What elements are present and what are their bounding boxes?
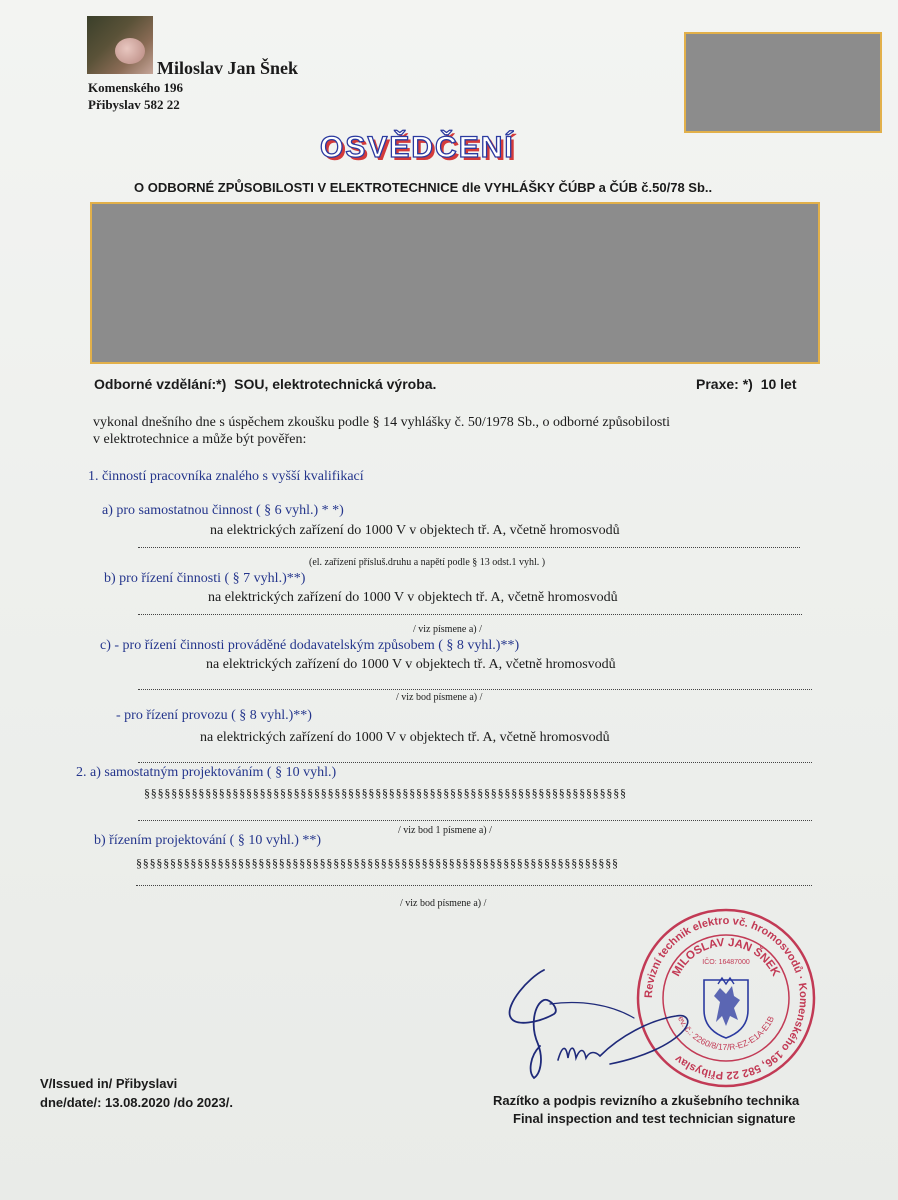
redacted-box-main (90, 202, 820, 364)
header-photo (87, 16, 153, 74)
section-1a-note: (el. zařízení přísluš.druhu a napětí podle § 13 odst.1 vyhl. ) (309, 557, 546, 568)
stamp-name-textpath: MILOSLAV JAN ŠNEK (670, 936, 782, 979)
section-1d-dotted-line (138, 762, 812, 763)
section-1c-note: / viz bod písmene a) / (396, 692, 483, 703)
stamp-cert-textpath: ev. č.: 2260/8/17/R-EZ-E1A-E1B (676, 1014, 776, 1053)
education-value: SOU, elektrotechnická výroba. (234, 376, 437, 392)
intro-line-1: vykonal dnešního dne s úspěchem zkoušku podle § 14 vyhlášky č. 50/1978 Sb., o odborné způsobilosti (93, 415, 671, 430)
section-1b-label: b) pro řízení činnosti ( § 7 vyhl.)**) (104, 571, 306, 586)
section-2b-fill: §§§§§§§§§§§§§§§§§§§§§§§§§§§§§§§§§§§§§§§§§§§§§§§§§§§§§§§§§§§§§§§§§§§§§§§ (136, 856, 619, 870)
signature-label-en: Final inspection and test technician signature (513, 1111, 796, 1126)
section-2a-note: / viz bod 1 písmene a) / (398, 825, 492, 836)
section-1c-label: c) - pro řízení činnosti prováděné dodavatelským způsobem ( § 8 vyhl.)**) (100, 638, 520, 653)
section-1b-note: / viz písmene a) / (413, 624, 482, 635)
education-row (94, 376, 436, 392)
header-city: Přibyslav 582 22 (88, 97, 180, 112)
section-2a-label: 2. a) samostatným projektováním ( § 10 vyhl.) (76, 765, 337, 780)
stamp-ico-text: IČO: 16487000 (702, 959, 750, 966)
document-title: OSVĚDČENÍ (320, 131, 515, 164)
signature-label-cz: Razítko a podpis revizního a zkušebního technika (493, 1093, 800, 1108)
stamp-outer-textpath: Revizní technik elektro vč. hromosvodů · Komenského 196, 582 22 Přibyslav (642, 914, 810, 1082)
section-1-heading: 1. činností pracovníka znalého s vyšší kvalifikací (88, 469, 364, 484)
issued-date: dne/date/: 13.08.2020 /do 2023/. (40, 1095, 233, 1110)
section-2a-fill: §§§§§§§§§§§§§§§§§§§§§§§§§§§§§§§§§§§§§§§§§§§§§§§§§§§§§§§§§§§§§§§§§§§§§§§ (144, 786, 627, 800)
section-2b-dotted-line (136, 885, 812, 886)
header-street: Komenského 196 (88, 80, 183, 95)
section-1d-text: na elektrických zařízení do 1000 V v objektech tř. A, včetně hromosvodů (200, 730, 610, 745)
snail-shell-shape (115, 38, 145, 64)
handwritten-signature (500, 964, 700, 1084)
education-label: Odborné vzdělání:*) (94, 376, 227, 392)
section-2b-label: b) řízením projektování ( § 10 vyhl.) **) (94, 833, 322, 848)
section-1b-dotted-line (138, 614, 802, 615)
redacted-box-top-right (684, 32, 882, 133)
section-1c-text: na elektrických zařízení do 1000 V v objektech tř. A, včetně hromosvodů (206, 657, 616, 672)
header-name: Miloslav Jan Šnek (157, 58, 299, 78)
document-subtitle: O ODBORNÉ ZPŮSOBILOSTI V ELEKTROTECHNICE dle VYHLÁŠKY ČÚBP a ČÚB č.50/78 Sb.. (134, 180, 713, 195)
section-2a-dotted-line (138, 820, 812, 821)
section-1d-label: - pro řízení provozu ( § 8 vyhl.)**) (116, 708, 312, 723)
praxe-label: Praxe: *) (696, 376, 753, 392)
czech-lion-emblem-icon (704, 978, 748, 1038)
issued-place: V/Issued in/ Přibyslavi (40, 1076, 178, 1091)
section-1a-text: na elektrických zařízení do 1000 V v objektech tř. A, včetně hromosvodů (210, 523, 620, 538)
section-1b-text: na elektrických zařízení do 1000 V v objektech tř. A, včetně hromosvodů (208, 590, 618, 605)
section-1c-dotted-line (138, 689, 812, 690)
praxe-value: 10 let (760, 376, 797, 392)
section-1a-label: a) pro samostatnou činnost ( § 6 vyhl.) * *) (102, 503, 344, 518)
section-2b-note: / viz bod písmene a) / (400, 898, 487, 909)
intro-line-2: v elektrotechnice a může být pověřen: (93, 432, 307, 447)
section-1a-dotted-line (138, 547, 800, 548)
praxe-row (696, 376, 797, 392)
